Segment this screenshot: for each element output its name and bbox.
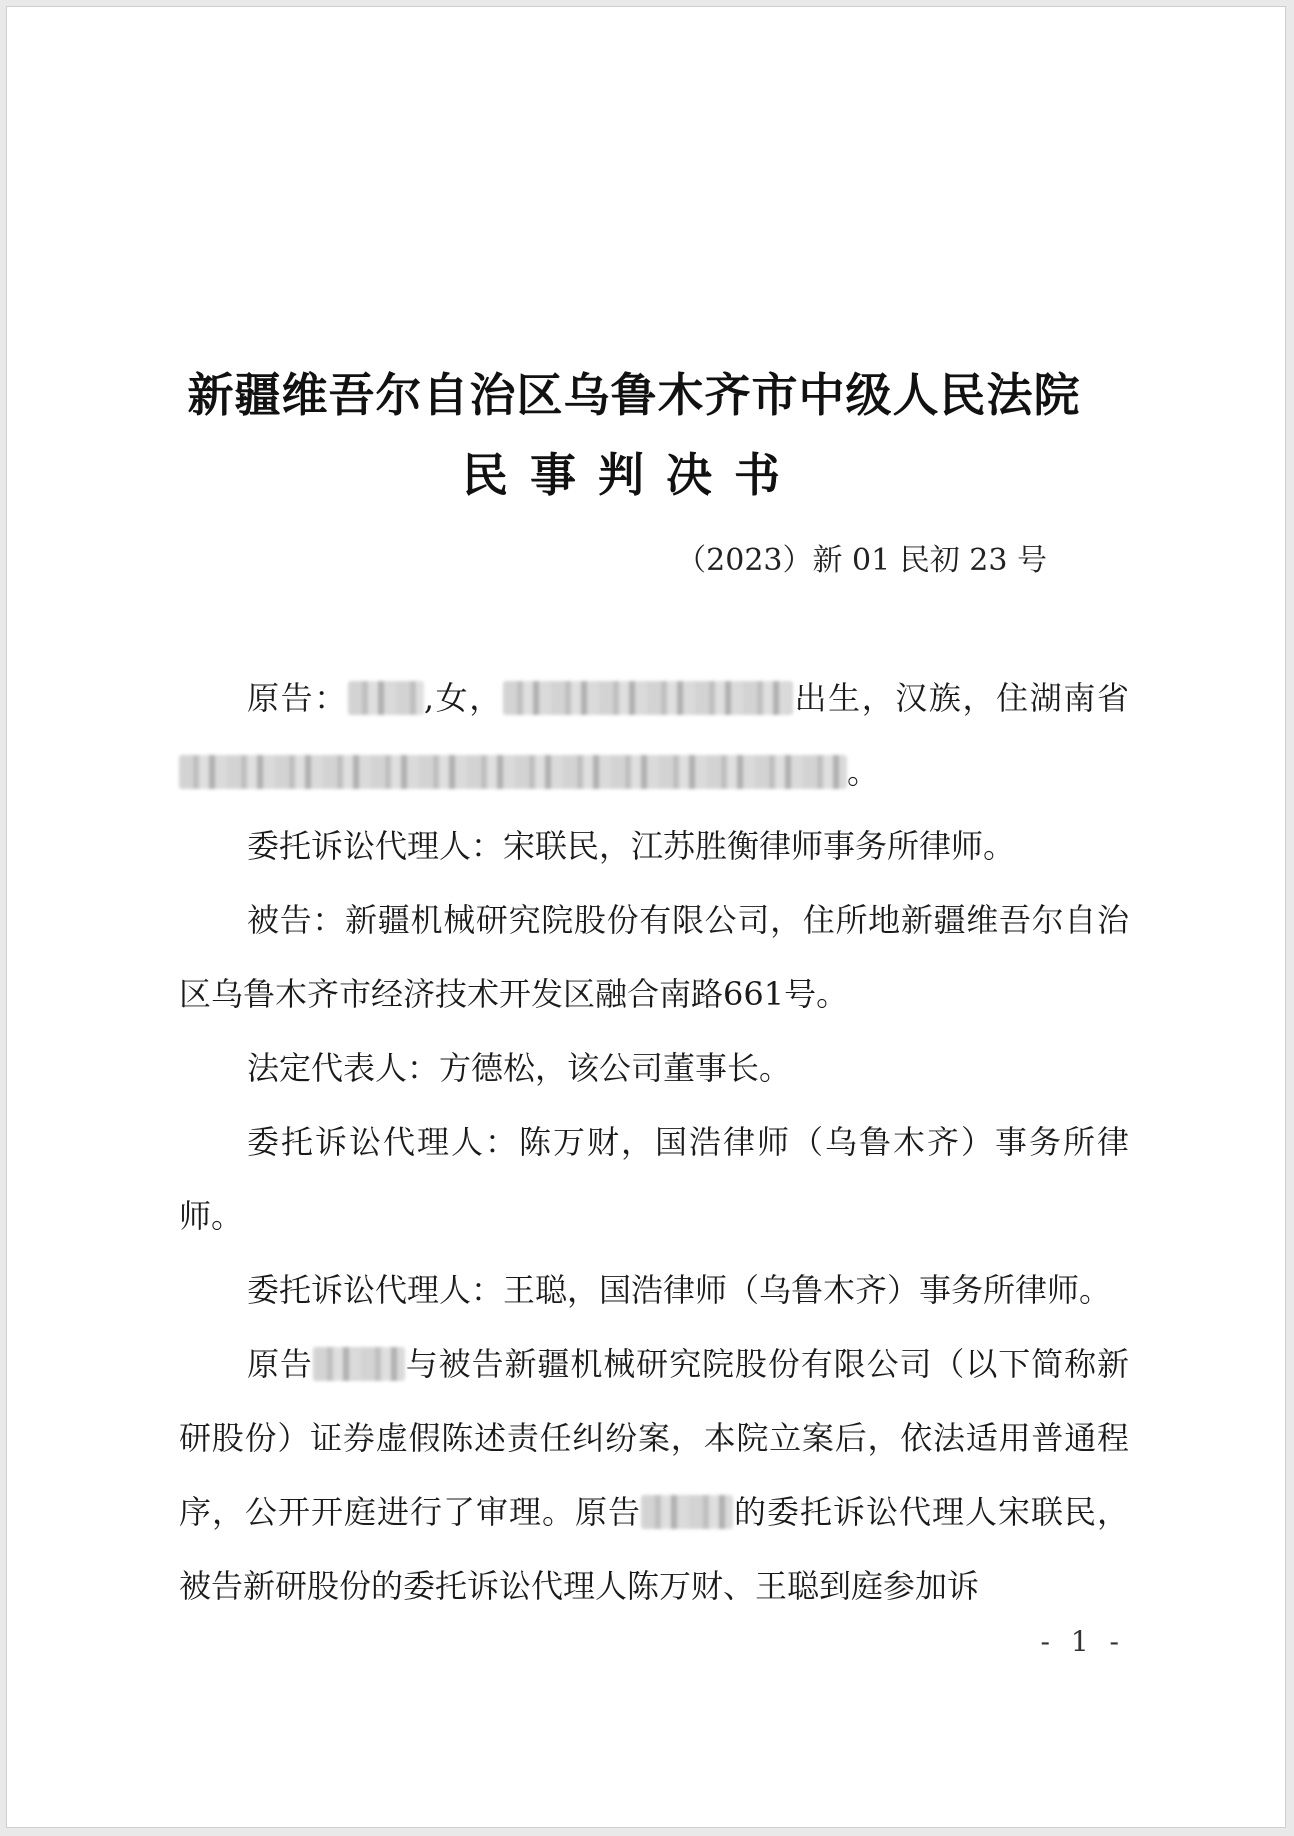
redacted-address: [179, 755, 847, 789]
court-name: 新疆维吾尔自治区乌鲁木齐市中级人民法院: [187, 368, 1081, 422]
redacted-name: [641, 1495, 733, 1529]
case-summary-part-1: 原告: [247, 1345, 313, 1383]
plaintiff-details: 出生，汉族，住湖南省: [792, 679, 1129, 717]
plaintiff-gender: ,女，: [423, 679, 503, 717]
case-number: （2023）新 01 民初 23 号: [676, 543, 1047, 578]
plaintiff-label: 原告：: [247, 679, 348, 717]
case-summary-part-3: 的委托诉讼代理人宋联民，被告新研股份的委托诉讼代理人陈万财、王聪到庭参加诉: [179, 1493, 1129, 1605]
plaintiff-agent-paragraph: 委托诉讼代理人：宋联民，江苏胜衡律师事务所律师。: [247, 827, 1016, 865]
case-summary-part-2: 与被告新疆机械研究院股份有限公司（以下简称新研股份）证券虚假陈述责任纠纷案，本院立案后，依法适用普通程序，公开开庭进行了审理。原告: [179, 1345, 1129, 1531]
defendant-paragraph: 被告：新疆机械研究院股份有限公司，住所地新疆维吾尔自治区乌鲁木齐市经济技术开发区融合南路661号。: [179, 901, 1129, 1013]
legal-representative-paragraph: 法定代表人：方德松，该公司董事长。: [247, 1049, 792, 1087]
redacted-birthdate: [503, 681, 793, 715]
redacted-name: [348, 681, 424, 715]
defendant-agent-1-paragraph: 委托诉讼代理人：陈万财，国浩律师（乌鲁木齐）事务所律师。: [179, 1123, 1129, 1235]
judgment-body: [179, 661, 1129, 1623]
defendant-agent-2-paragraph: 委托诉讼代理人：王聪，国浩律师（乌鲁木齐）事务所律师。: [247, 1271, 1112, 1309]
case-summary-paragraph: [179, 1327, 1129, 1623]
page-number: - 1 -: [1040, 1625, 1125, 1658]
redacted-name: [313, 1347, 405, 1381]
document-type-title: 民事判决书: [462, 448, 802, 502]
plaintiff-end: 。: [847, 753, 880, 791]
document-page: [6, 6, 1286, 1828]
plaintiff-paragraph: [179, 661, 1129, 809]
